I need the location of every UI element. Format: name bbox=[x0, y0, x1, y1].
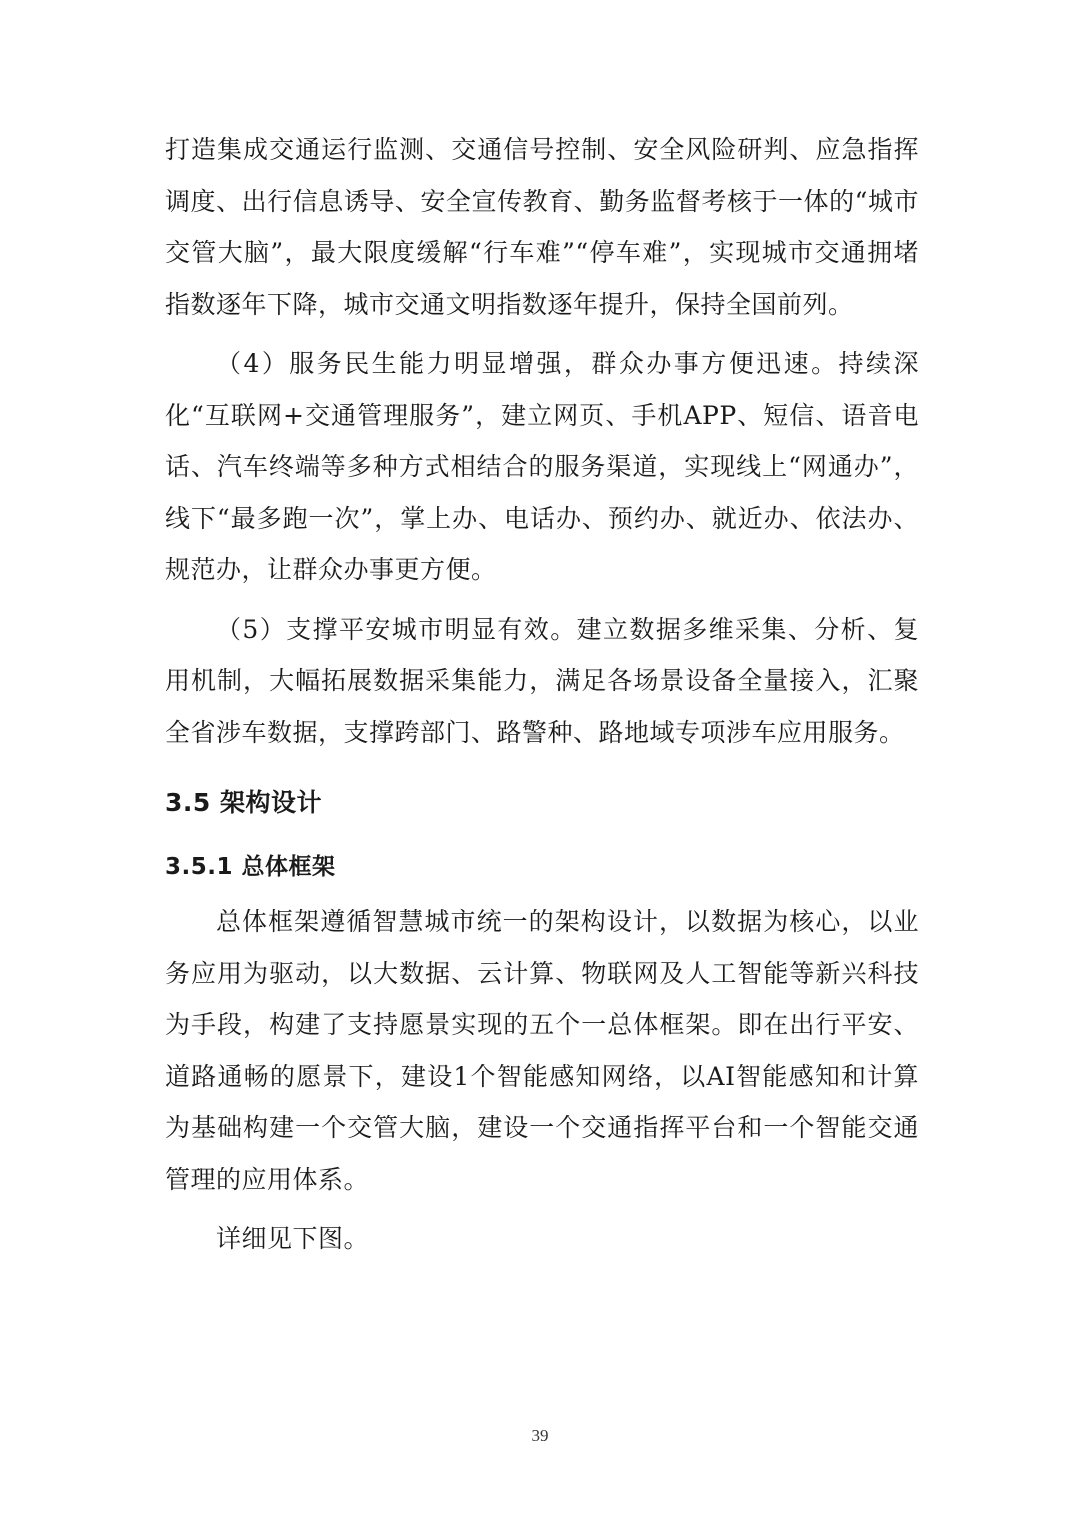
section-heading: 3.5 架构设计 bbox=[165, 788, 322, 817]
paragraph-traffic-brain: 打造集成交通运行监测、交通信号控制、安全风险研判、应急指挥调度、出行信息诱导、安全宣传教育、勤务监督考核于一体的“城市交管大脑”，最大限度缓解“行车难”“停车难”，实现城市交通拥堵指数逐年下降，城市交通文明指数逐年提升，保持全国前列。 bbox=[165, 135, 919, 319]
paragraph-overall-framework: 总体框架遵循智慧城市统一的架构设计，以数据为核心，以业务应用为驱动，以大数据、云计算、物联网及人工智能等新兴科技为手段，构建了支持愿景实现的五个一总体框架。即在出行平安、道路通畅的愿景下，建设1个智能感知网络，以AI智能感知和计算为基础构建一个交管大脑，建设一个交通指挥平台和一个智能交通管理的应用体系。 bbox=[165, 907, 919, 1194]
subsection-heading: 3.5.1 总体框架 bbox=[165, 854, 336, 880]
paragraph-safe-city: （5）支撑平安城市明显有效。建立数据多维采集、分析、复用机制，大幅拓展数据采集能力，满足各场景设备全量接入，汇聚全省涉车数据，支撑跨部门、路警种、路地域专项涉车应用服务。 bbox=[165, 614, 919, 747]
paragraph-see-figure: 详细见下图。 bbox=[216, 1224, 370, 1253]
page-body bbox=[165, 124, 919, 1265]
page-number: 39 bbox=[531, 1426, 549, 1445]
paragraph-public-service: （4）服务民生能力明显增强，群众办事方便迅速。持续深化“互联网+交通管理服务”，建立网页、手机APP、短信、语音电话、汽车终端等多种方式相结合的服务渠道，实现线上“网通办”，线下“最多跑一次”，掌上办、电话办、预约办、就近办、依法办、规范办，让群众办事更方便。 bbox=[165, 349, 919, 584]
